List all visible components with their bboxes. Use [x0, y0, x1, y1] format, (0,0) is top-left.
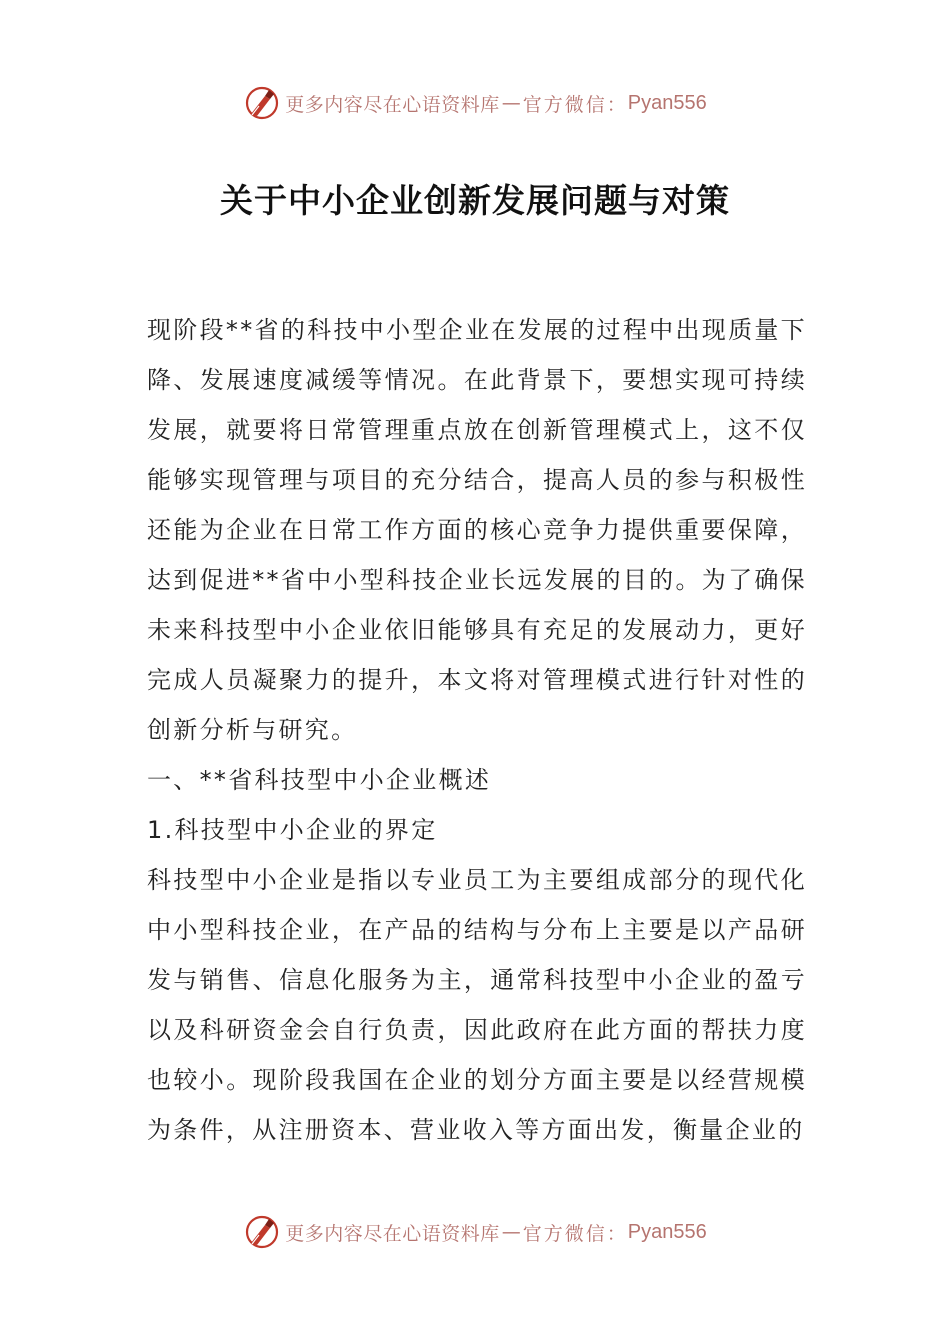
section-heading-1: 一、**省科技型中小企业概述 — [147, 766, 492, 794]
watermark-text: 更多内容尽在心语资料库 — [285, 93, 500, 116]
watermark-dash: — — [501, 92, 521, 114]
pen-nib-logo-icon — [243, 1213, 281, 1251]
document-title: 关于中小企业创新发展问题与对策 — [220, 181, 730, 220]
document-body — [147, 305, 807, 1155]
watermark-text: 更多内容尽在心语资料库 — [285, 1222, 500, 1245]
pen-nib-logo-icon — [243, 84, 281, 122]
watermark-official-label: 官方微信： — [522, 1222, 628, 1245]
watermark-dash: — — [501, 1221, 521, 1243]
header-watermark — [0, 83, 950, 123]
body-paragraph-1: 科技型中小企业是指以专业员工为主要组成部分的现代化中小型科技企业，在产品的结构与分布上主要是以产品研发与销售、信息化服务为主，通常科技型中小企业的盈亏以及科研资金会自行负责，因此政府在此方面的帮扶力度也较小。现阶段我国在企业的划分方面主要是以经营规模为条件，从注册资本、营业收入等方面出发，衡量企业的 — [147, 866, 807, 1144]
subsection-heading-1-1: 1.科技型中小企业的界定 — [147, 816, 438, 844]
watermark-wechat-id: Pyan556 — [627, 1220, 707, 1243]
watermark-official-label: 官方微信： — [522, 93, 628, 116]
footer-watermark — [0, 1212, 950, 1252]
watermark-wechat-id: Pyan556 — [627, 91, 707, 114]
intro-paragraph: 现阶段**省的科技中小型企业在发展的过程中出现质量下降、发展速度减缓等情况。在此背景下，要想实现可持续发展，就要将日常管理重点放在创新管理模式上，这不仅能够实现管理与项目的充分结合，提高人员的参与积极性还能为企业在日常工作方面的核心竞争力提供重要保障，达到促进**省中小型科技企业长远发展的目的。为了确保未来科技型中小企业依旧能够具有充足的发展动力，更好完成人员凝聚力的提升，本文将对管理模式进行针对性的创新分析与研究。 — [147, 316, 807, 744]
